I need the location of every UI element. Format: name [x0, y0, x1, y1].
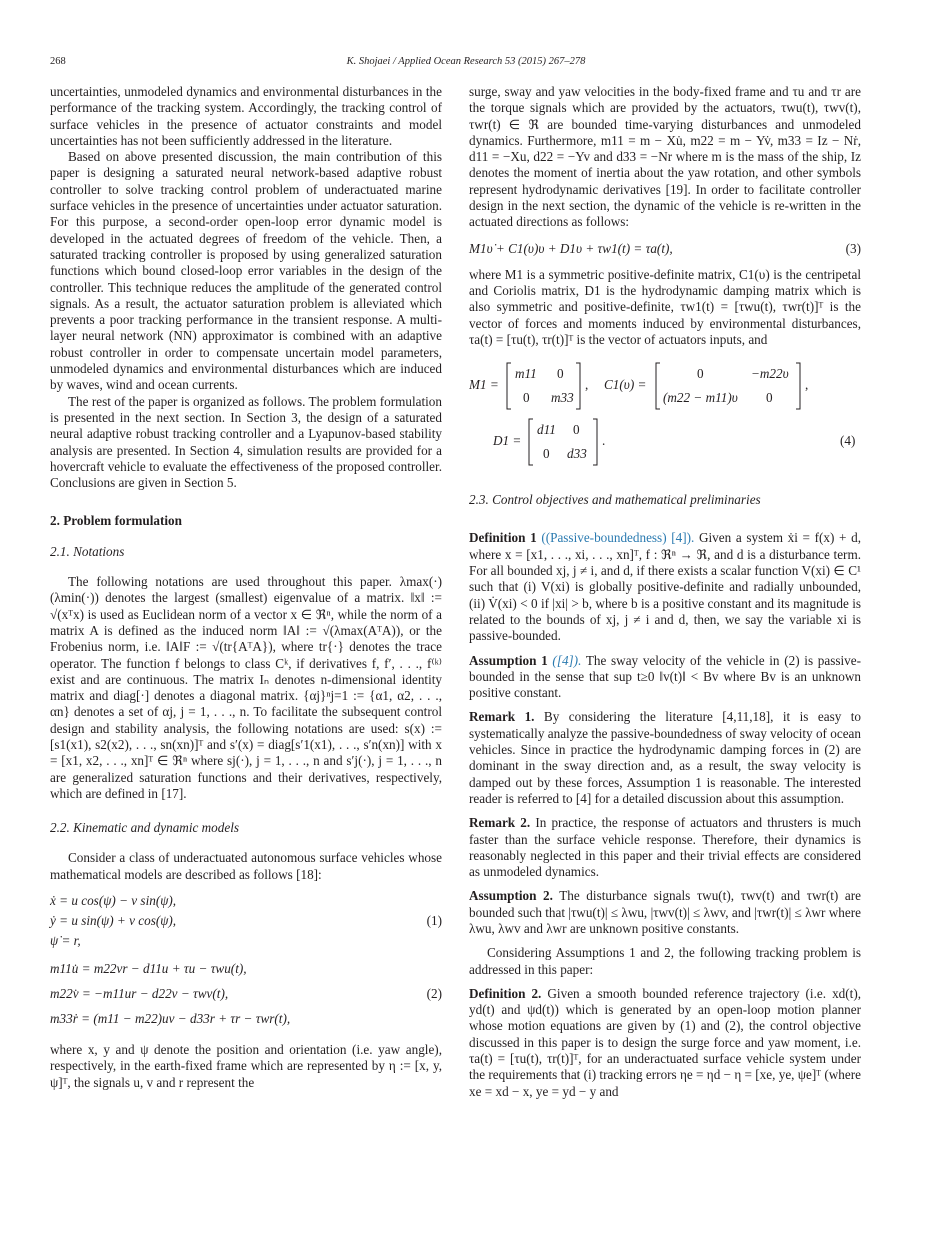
equation-line: m33ṙ = (m11 − m22)uv − d33r + τr − τwr(t), — [50, 1011, 291, 1027]
equation-line: ẏ = u sin(ψ) + v cos(ψ), (1) — [50, 911, 442, 931]
paragraph: Consider a class of underactuated autonomous surface vehicles whose mathematical models are described as follows [18]: — [50, 850, 442, 882]
equation-line: m11u̇ = m22vr − d11u + τu − τwu(t), — [50, 961, 247, 977]
journal-citation: K. Shojaei / Applied Ocean Research 53 (2015) 267–278 — [346, 56, 586, 67]
definition-2: Definition 2. Given a smooth bounded reference trajectory (i.e. xd(t), yd(t) and ψd(t)) which is generated by an open-loop motion planner whose motion equations are given by (1) and (2), the control objective discussed in this paper is to design the surge force and yaw moment, i.e. τa(t) = [τu(t), τr(t)]ᵀ, for an underactuated surface vehicle system under the requirements that (i) tracking errors ηe = ηd − η = [xe, ye, ψe]ᵀ (where xe = xd − x, ye = yd − y and — [469, 985, 862, 1099]
matrix-cell: m11 — [515, 366, 537, 382]
matrix-cell: −m22υ — [751, 366, 789, 382]
page-number: 268 — [50, 56, 66, 67]
equation-line: m22v̇ = −m11ur − d22v − τwv(t), (2) — [50, 984, 442, 1009]
assumption-1: Assumption 1 ([4]). The sway velocity of the vehicle in (2) is passive-bounded in the sense that sup t≥0 ‖v(t)‖ < Bv where Bv is an unknown positive constant. — [469, 652, 862, 701]
d1-label: D1 = — [493, 433, 522, 449]
assumption-2: Assumption 2. The disturbance signals τwu(t), τwv(t) and τwr(t) are bounded such that |τwu(t)| ≤ λwu, |τwv(t)| ≤ λwv, and |τwr(t)| ≤ λwr where λwu, λwv and λwr are unknown positive constants. — [469, 888, 861, 936]
matrix-cell: 0 — [543, 446, 550, 462]
equation-4 — [469, 356, 861, 478]
matrix-cell: d11 — [537, 422, 556, 438]
c1-label: C1(υ) = — [604, 377, 647, 393]
right-column — [469, 84, 861, 1100]
svg-text:,: , — [585, 377, 589, 393]
subsection-heading: 2.1. Notations — [50, 543, 125, 559]
equation-number: (2) — [426, 986, 442, 1002]
page-header — [50, 56, 882, 72]
paragraph: uncertainties, unmodeled dynamics and environmental disturbances in the performance of the tracking system. Accordingly, the tracking control of surface vehicles in the presence of actuator constraints and model uncertainties has not been sufficiently addressed in the literature. — [50, 84, 442, 148]
subsection-heading: 2.2. Kinematic and dynamic models — [50, 820, 239, 836]
paragraph: Based on above presented discussion, the main contribution of this paper is designing a saturated neural network-based adaptive robust controller to solve tracking control problem of underactuated marine surface vehicles in the presence of uncertainties under actuator saturation. For this purpose, a second-order open-loop error dynamic model is developed in the actuated degrees of freedom of the vehicle. Then, a saturated tracking controller is proposed by using generalized saturation functions which bound closed-loop error variables in the design of the controller. This technique reduces the amplitude of the generated control signals. As a result, the actuator saturation problem is alleviated which prevents a poor tracking performance in the transient response. A multi-layer neural network (NN) approximator is combined with an adaptive robust controller in order to compensate uncertain model parameters, unmodeled dynamics and environmental disturbances which are induced by waves, wind and ocean currents. — [50, 149, 442, 393]
equation-2 — [50, 959, 442, 1034]
svg-text:.: . — [602, 433, 606, 449]
equation-line: ψ̇ = r, — [50, 933, 81, 949]
matrix-cell: 0 — [766, 390, 773, 406]
paragraph: surge, sway and yaw velocities in the body-fixed frame and τu and τr are the torque signals which are provided by the actuators, τwu(t), τwv(t), τwr(t) ∈ ℜ are bounded time-varying disturbances and unmodeled dynamics. Furthermore, m11 = m − Xu̇, m22 = m − Yv̇, m33 = Iz − Nṙ, d11 = −Xu, d22 = −Yv and d33 = −Nr where m is the mass of the ship, Iz denotes the moment of inertia about the yaw rotation, and other symbols represent hydrodynamic derivatives [19]. In order to facilitate controller design in the next section, the dynamic of the vehicle is re-written in the actuated directions as follows: — [469, 84, 861, 230]
left-column — [50, 84, 442, 1091]
paragraph: where M1 is a symmetric positive-definite matrix, C1(υ) is the centripetal and Coriolis matrix, D1 is the hydrodynamic damping matrix which is also symmetric and positive-definite, τw1(t) = [τwu(t), τwr(t)]ᵀ is the vector of forces and moments induced by environmental disturbances, τa(t) = [τu(t), τr(t)]ᵀ is the vector of actuators inputs, and — [469, 266, 861, 347]
equation-number: (3) — [845, 240, 861, 256]
matrix-cell: 0 — [523, 390, 530, 406]
paragraph: The following notations are used throughout this paper. λmax(·) (λmin(·)) denotes the largest (smallest) eigenvalue of a matrix. ‖x‖ := √(xᵀx) is used as Euclidean norm of a vector x ∈ ℜⁿ, while the norm of a matrix A is defined as the induced norm ‖A‖ := √(λmax(AᵀA)), or the Frobenius norm, i.e. ‖A‖F := √(tr{AᵀA}), where tr{·} denotes the trace operator. The function f belongs to class Cᵏ, if derivatives f, f′, . . ., f⁽ᵏ⁾ exist and are continuous. The matrix Iₙ denotes n-dimensional identity matrix and diag[·] denotes a diagonal matrix. {αj}ⁿj=1 := {α1, α2, . . ., αn} denotes a set of αj, j = 1, . . ., n. To facilitate the subsequent control design and stability analysis, the following notations are used: s(x) := [s1(x1), s2(x2), . . ., sn(xn)]ᵀ and s′(x) = diag[s′1(x1), . . ., s′n(xn)] with x = [x1, x2, . . ., xn]ᵀ ∈ ℜⁿ where sj(·), j = 1, . . ., n and s′j(·), j = 1, . . ., n are generalized saturation functions and their derivatives, respectively, which are defined in [17]. — [50, 574, 442, 801]
equation-line: ẋ = u cos(ψ) − v sin(ψ), — [50, 893, 177, 909]
paragraph: The rest of the paper is organized as follows. The problem formulation is presented in the next section. In Section 3, the design of a saturated neural adaptive robust tracking controller and a Lyapunov-based stability analysis are presented. In Section 4, simulation results are provided for a hovercraft vehicle to evaluate the effectiveness of the proposed controller. Conclusions are given in Section 5. — [50, 393, 442, 491]
matrix-equation — [469, 356, 861, 478]
paragraph: where x, y and ψ denote the position and orientation (i.e. yaw angle), respectively, in the earth-fixed frame which are represented by η := [x, y, ψ]ᵀ, the signals u, v and r represent the — [50, 1042, 442, 1090]
matrix-cell: 0 — [697, 366, 704, 382]
equation-1 — [50, 891, 442, 951]
svg-text:,: , — [805, 377, 809, 393]
remark-1: Remark 1. By considering the literature [4,11,18], it is easy to systematically analyze the passive-boundedness of sway velocity of ocean vehicles. Since in practice the hydrodynamic damping forces in (2) are dominant in the sway direction and, as a result, the sway velocity is damped out by these forces, Assumption 1 is reasonable. The interested reader is referred to [4] for a detailed discussion about this assumption. — [469, 709, 861, 806]
matrix-cell: (m22 − m11)υ — [663, 390, 738, 406]
matrix-cell: 0 — [557, 366, 564, 382]
paragraph: Considering Assumptions 1 and 2, the following tracking problem is addressed in this paper: — [469, 945, 861, 977]
equation-number: (4) — [840, 433, 856, 449]
subsection-heading: 2.3. Control objectives and mathematical preliminaries — [469, 492, 761, 508]
definition-1: Definition 1 ((Passive-boundedness) [4]). Given a system ẋi = f(x) + d, where x = [x1, . . ., xi, . . ., xn]ᵀ, f : ℜⁿ → ℜ, and d is a disturbance term. For all bounded xj, j ≠ i, and d, if there exists a scalar function V(xi) ∈ C¹ such that (i) V(xi) is globally positive-definite and radially unbounded, (ii) V̇(xi) < 0 if |xi| > b, where b is a positive constant and its magnitude is related to the bounds of xj, j ≠ i and d, then, we say the variable xi is passive-bounded. — [469, 530, 862, 644]
remark-2: Remark 2. In practice, the response of actuators and thrusters is much faster than the surface vehicle response. Therefore, their dynamics is reasonably neglected in this paper and their trivial effects are considered as unmodeled dynamics. — [469, 815, 861, 880]
equation-number: (1) — [426, 913, 442, 929]
section-heading: 2. Problem formulation — [50, 513, 182, 529]
equation-3: M1υ̇ + C1(υ)υ + D1υ + τw1(t) = τa(t), (3) — [469, 239, 861, 259]
matrix-cell: m33 — [551, 390, 574, 406]
m1-label: M1 = — [469, 377, 499, 393]
matrix-cell: d33 — [567, 446, 587, 462]
matrix-cell: 0 — [573, 422, 580, 438]
